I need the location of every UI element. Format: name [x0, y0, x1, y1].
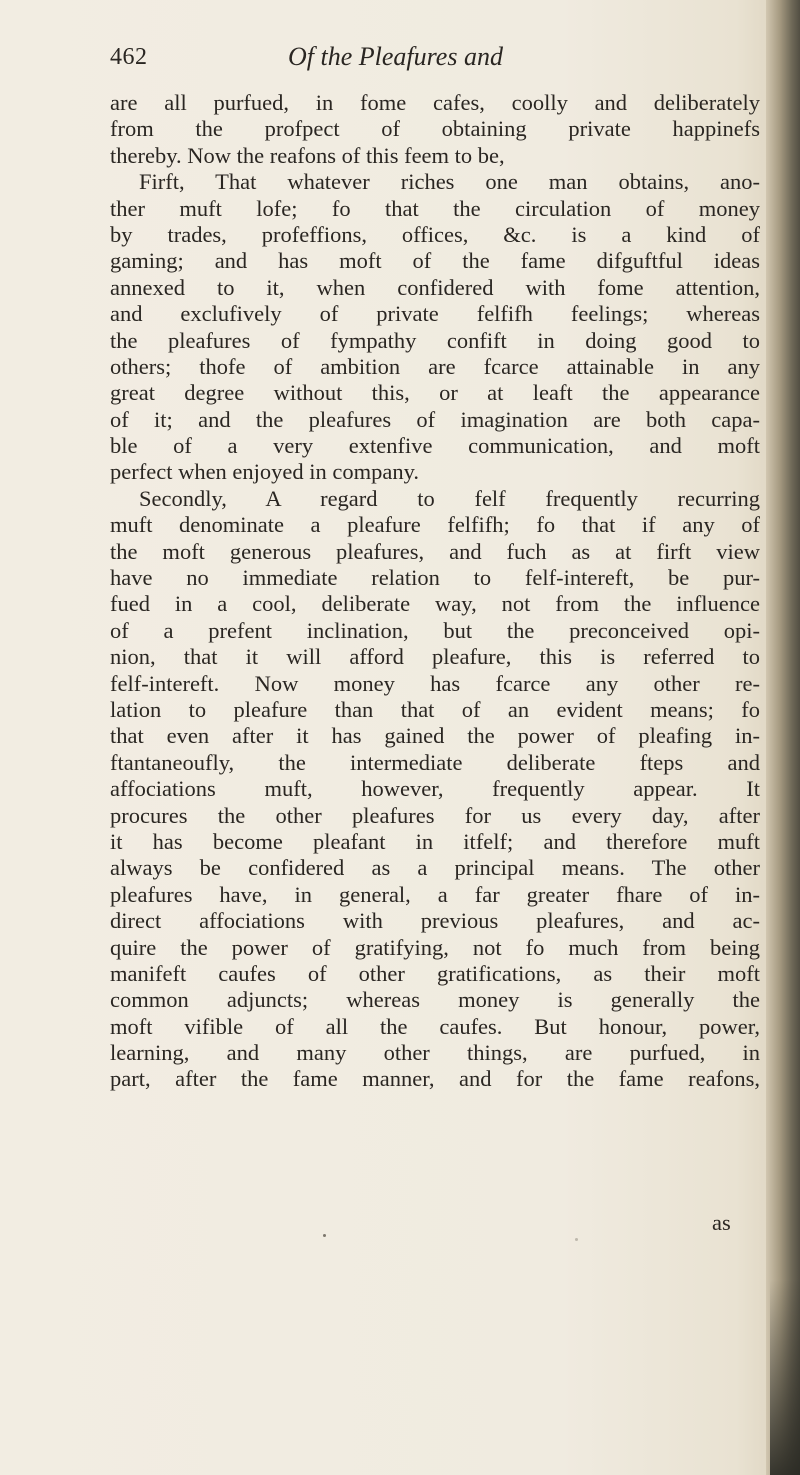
page-number: 462 — [110, 44, 148, 70]
text-line: direct affociations with previous pleafures, and ac- — [110, 908, 760, 934]
text-line: affociations muft, however, frequently appear. It — [110, 776, 760, 802]
catchword: as — [712, 1210, 731, 1235]
text-line: have no immediate relation to felf-intereft, be pur- — [110, 565, 760, 591]
text-line: and exclufively of private felfifh feelings; whereas — [110, 301, 760, 327]
text-line: procures the other pleafures for us every day, after — [110, 802, 760, 828]
page-edge-shadow — [770, 1280, 800, 1475]
text-line: great degree without this, or at leaft the appearance — [110, 380, 760, 406]
text-line: fued in a cool, deliberate way, not from the influence — [110, 591, 760, 617]
text-line: gaming; and has moft of the fame difguftful ideas — [110, 248, 760, 274]
text-line: part, after the fame manner, and for the fame reafons, — [110, 1066, 760, 1092]
text-line: Firft, That whatever riches one man obtains, ano- — [139, 169, 760, 195]
text-line: ftantaneoufly, the intermediate deliberate fteps and — [110, 749, 760, 775]
text-line: moft vifible of all the caufes. But honour, power, — [110, 1013, 760, 1039]
text-line: learning, and many other things, are purfued, in — [110, 1040, 760, 1066]
page-header — [110, 40, 760, 80]
text-line: the moft generous pleafures, and fuch as at firft view — [110, 538, 760, 564]
text-line: nion, that it will afford pleafure, this is referred to — [110, 644, 760, 670]
text-line: that even after it has gained the power of pleafing in- — [110, 723, 760, 749]
ink-fleck — [575, 1238, 578, 1241]
text-line: ble of a very extenfive communication, and moft — [110, 433, 760, 459]
text-line: by trades, profeffions, offices, &c. is a kind of — [110, 221, 760, 247]
text-line: always be confidered as a principal means. The other — [110, 855, 760, 881]
text-line: pleafures have, in general, a far greater fhare of in- — [110, 881, 760, 907]
text-line: manifeft caufes of other gratifications, as their moft — [110, 960, 760, 986]
text-line: of it; and the pleafures of imagination are both capa- — [110, 406, 760, 432]
text-line: quire the power of gratifying, not fo much from being — [110, 934, 760, 960]
text-line: felf-intereft. Now money has fcarce any other re- — [110, 670, 760, 696]
body-text — [110, 90, 760, 1093]
text-line: are all purfued, in fome cafes, coolly and deliberately — [110, 90, 760, 115]
text-line: lation to pleafure than that of an evident means; fo — [110, 696, 760, 722]
text-line: it has become pleafant in itfelf; and therefore muft — [110, 828, 760, 854]
text-line: ther muft lofe; fo that the circulation of money — [110, 195, 760, 221]
text-line: thereby. Now the reafons of this feem to be, — [110, 142, 505, 168]
text-line: perfect when enjoyed in company. — [110, 459, 420, 485]
text-line: others; thofe of ambition are fcarce attainable in any — [110, 353, 760, 379]
ink-fleck — [323, 1234, 326, 1237]
running-head: Of the Pleafures and — [288, 42, 503, 71]
text-line: Secondly, A regard to felf frequently recurring — [139, 485, 760, 511]
text-line: the pleafures of fympathy confift in doing good to — [110, 327, 760, 353]
text-line: muft denominate a pleafure felfifh; fo that if any of — [110, 512, 760, 538]
text-line: from the profpect of obtaining private happinefs — [110, 116, 760, 142]
text-line: common adjuncts; whereas money is generally the — [110, 987, 760, 1013]
text-line: annexed to it, when confidered with fome attention, — [110, 274, 760, 300]
text-line: of a prefent inclination, but the preconceived opi- — [110, 617, 760, 643]
page-edge — [766, 0, 800, 1475]
